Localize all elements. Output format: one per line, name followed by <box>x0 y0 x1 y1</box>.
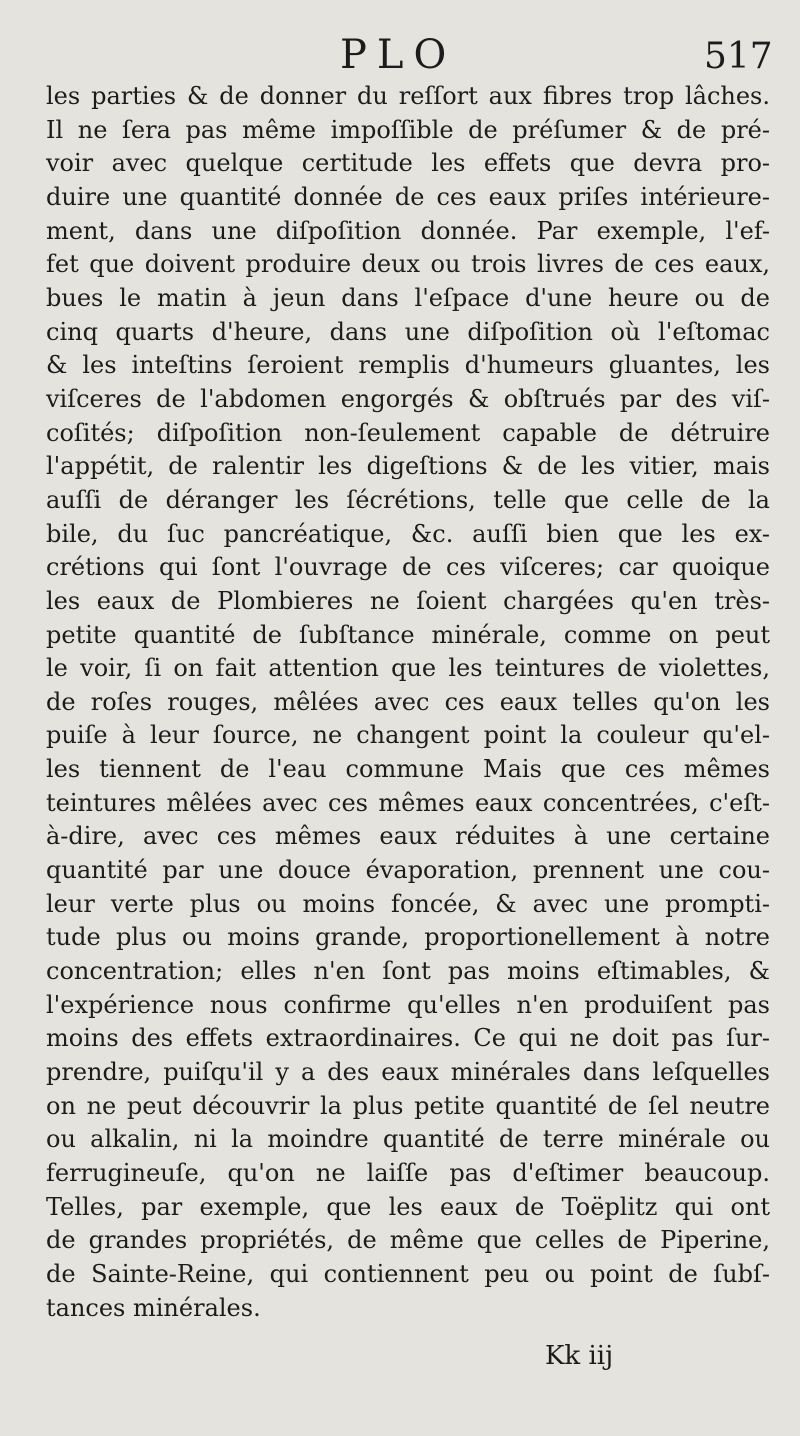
text-line: les eaux de Plombieres ne ſoient chargées qu'en très- <box>46 586 770 615</box>
text-line: bues le matin à jeun dans l'eſpace d'une heure ou de <box>46 283 770 312</box>
body-text <box>46 80 770 1325</box>
text-line: fet que doivent produire deux ou trois livres de ces eaux, <box>46 250 770 279</box>
text-line: bile, du ſuc pancréatique, &c. auſſi bien que les ex- <box>46 519 770 548</box>
text-line: puiſe à leur ſource, ne changent point la couleur qu'el- <box>46 721 770 750</box>
text-line: coſités; diſpoſition non-ſeulement capable de détruire <box>46 418 770 447</box>
text-line: concentration; elles n'en ſont pas moins eſtimables, & <box>46 957 770 986</box>
text-line: tances minérales. <box>46 1293 261 1322</box>
text-line: teintures mêlées avec ces mêmes eaux concentrées, c'eſt- <box>46 788 770 817</box>
text-line: & les inteſtins ſeroient remplis d'humeurs gluantes, les <box>46 351 770 380</box>
text-line: cinq quarts d'heure, dans une diſpoſition où l'eſtomac <box>46 317 770 346</box>
text-line: les parties & de donner du reſſort aux fibres trop lâches. <box>46 82 770 110</box>
text-line: le voir, ſi on fait attention que les teintures de violettes, <box>46 654 770 683</box>
text-line: de roſes rouges, mêlées avec ces eaux telles qu'on les <box>46 687 770 716</box>
text-line: ferrugineuſe, qu'on ne laiſſe pas d'eſtimer beaucoup. <box>46 1159 770 1187</box>
text-line: Il ne ſera pas même impoſſible de préſumer & de pré- <box>46 115 770 144</box>
text-line: à-dire, avec ces mêmes eaux réduites à une certaine <box>46 822 770 851</box>
text-line: prendre, puiſqu'il y a des eaux minérales dans leſquelles <box>46 1058 770 1087</box>
text-line: tude plus ou moins grande, proportionellement à notre <box>46 923 770 952</box>
running-head <box>0 30 800 80</box>
page-number: 517 <box>704 36 773 77</box>
text-line: de Sainte-Reine, qui contiennent peu ou point de ſubſ- <box>46 1259 770 1288</box>
signature-mark: Kk iij <box>545 1341 614 1371</box>
text-line: l'expérience nous confirme qu'elles n'en produiſent pas <box>46 990 770 1019</box>
text-line: auſſi de déranger les ſécrétions, telle que celle de la <box>46 485 770 514</box>
text-line: moins des effets extraordinaires. Ce qui ne doit pas ſur- <box>46 1024 770 1053</box>
text-line: ment, dans une diſpoſition donnée. Par exemple, l'ef- <box>46 216 770 245</box>
text-line: de grandes propriétés, de même que celles de Piperine, <box>46 1226 770 1255</box>
text-line: l'appétit, de ralentir les digeſtions & de les vitier, mais <box>46 452 770 481</box>
text-line: les tiennent de l'eau commune Mais que ces mêmes <box>46 755 770 784</box>
text-line: voir avec quelque certitude les effets que devra pro- <box>46 149 770 178</box>
text-line: ou alkalin, ni la moindre quantité de terre minérale ou <box>46 1125 770 1154</box>
text-line: on ne peut découvrir la plus petite quantité de ſel neutre <box>46 1091 770 1120</box>
text-line: petite quantité de ſubſtance minérale, comme on peut <box>46 620 770 649</box>
text-line: crétions qui ſont l'ouvrage de ces viſceres; car quoique <box>46 553 770 582</box>
text-line: quantité par une douce évaporation, prennent une cou- <box>46 856 770 885</box>
text-line: duire une quantité donnée de ces eaux priſes intérieure- <box>46 182 770 211</box>
text-line: viſceres de l'abdomen engorgés & obſtrués par des viſ- <box>46 384 770 413</box>
running-head-title: PLO <box>340 32 457 78</box>
text-line: Telles, par exemple, que les eaux de Toëplitz qui ont <box>46 1192 770 1221</box>
text-line: leur verte plus ou moins foncée, & avec une prompti- <box>46 889 770 918</box>
